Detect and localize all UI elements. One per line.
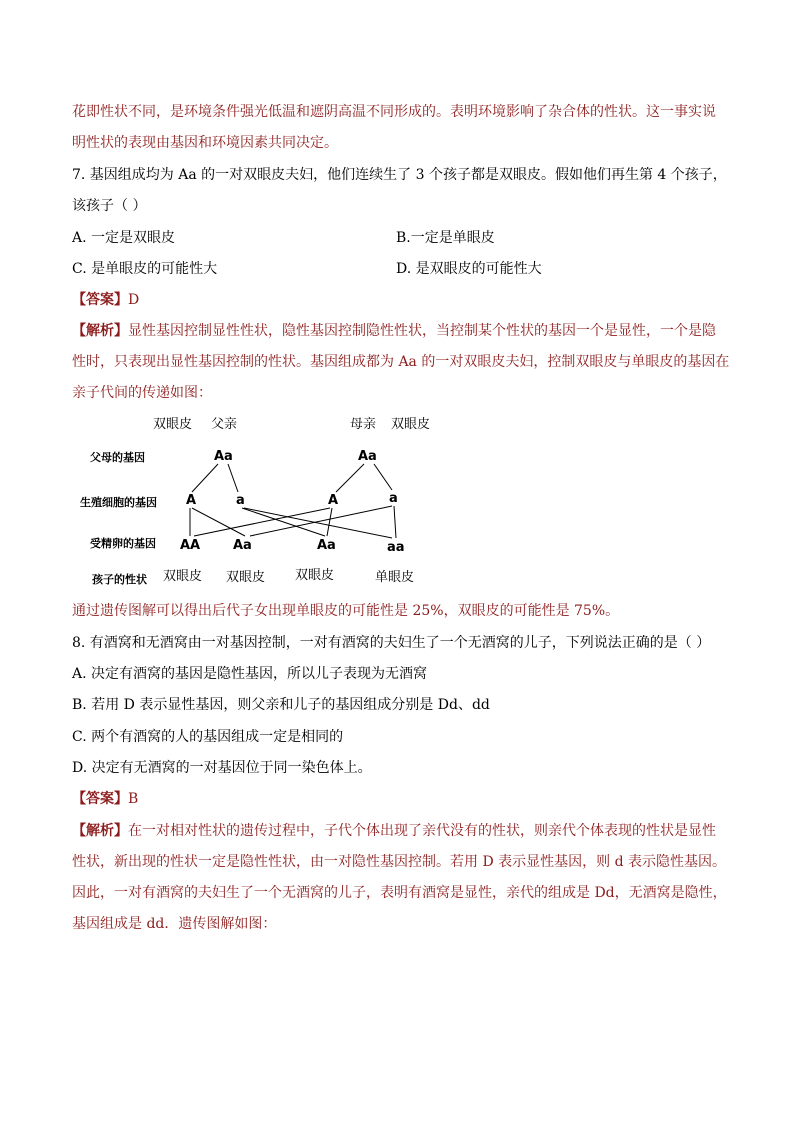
inheritance-diagram — [80, 408, 440, 588]
q7-analysis-line-2: 性时，只表现出显性基因控制的性状。基因组成都为 Aa 的一对双眼皮夫妇，控制双眼皮与单眼皮的基因在 — [72, 354, 730, 370]
answer-value: B — [128, 791, 139, 807]
row-label-parent-genes: 父母的基因 — [90, 451, 145, 464]
zygote-3: Aa — [317, 538, 336, 553]
child-trait-2: 双眼皮 — [226, 570, 266, 585]
father-label: 父亲 — [211, 417, 238, 432]
q8-option-d: D. 决定有无酒窝的一对基因位于同一染色体上。 — [72, 760, 372, 776]
mother-gamete-a: a — [389, 491, 398, 506]
q7-analysis-line-3: 亲子代间的传递如图： — [72, 385, 212, 401]
q8-option-b: B. 若用 D 表示显性基因，则父亲和儿子的基因组成分别是 Dd、dd — [72, 697, 490, 713]
line-ma-Aa — [250, 506, 392, 536]
arrow-mother-to-A — [336, 464, 364, 492]
analysis-text: 在一对相对性状的遗传过程中，子代个体出现了亲代没有的性状，则亲代个体表现的性状是显性 — [128, 823, 716, 839]
arrow-father-to-a — [228, 464, 238, 492]
line-ma-aa — [394, 506, 396, 538]
mother-gamete-A: A — [328, 493, 339, 508]
zygote-2: Aa — [233, 538, 252, 553]
child-trait-3: 双眼皮 — [295, 568, 335, 583]
q7-analysis-line-1 — [72, 321, 732, 341]
zygote-4: aa — [387, 540, 405, 555]
q8-stem: 8. 有酒窝和无酒窝由一对基因控制，一对有酒窝的夫妇生了一个无酒窝的儿子，下列说法正确的是（ ） — [72, 635, 711, 651]
mother-trait-label: 双眼皮 — [391, 417, 431, 432]
analysis-tag: 【解析】 — [72, 823, 128, 839]
father-gamete-a: a — [236, 493, 245, 508]
q7-answer — [72, 290, 732, 310]
q7-option-a: A. 一定是双眼皮 — [72, 230, 176, 246]
q7-conclusion: 通过遗传图解可以得出后代子女出现单眼皮的可能性是 25%，双眼皮的可能性是 75%。 — [72, 603, 620, 619]
q8-option-c: C. 两个有酒窝的人的基因组成一定是相同的 — [72, 729, 344, 745]
row-label-child-traits: 孩子的性状 — [92, 573, 147, 586]
intro-line-1: 花即性状不同，是环境条件强光低温和遮阴高温不同形成的。表明环境影响了杂合体的性状。这一事实说 — [72, 104, 716, 120]
row-label-gamete-genes: 生殖细胞的基因 — [80, 496, 157, 509]
mother-genotype: Aa — [358, 449, 377, 464]
q7-option-d: D. 是双眼皮的可能性大 — [396, 261, 542, 277]
child-trait-1: 双眼皮 — [163, 569, 203, 584]
row-label-zygote-genes: 受精卵的基因 — [90, 537, 156, 550]
zygote-1: AA — [180, 538, 201, 553]
q7-option-b: B.一定是单眼皮 — [396, 230, 495, 246]
q8-analysis-line-4: 基因组成是 dd．遗传图解如图： — [72, 916, 277, 932]
analysis-text: 显性基因控制显性性状，隐性基因控制隐性性状，当控制某个性状的基因一个是显性，一个是隐 — [128, 323, 716, 339]
father-gamete-A: A — [186, 493, 197, 508]
q8-analysis-line-1 — [72, 821, 732, 841]
arrow-mother-to-a — [374, 464, 392, 490]
father-trait-label: 双眼皮 — [153, 417, 193, 432]
line-mA-Aa — [327, 508, 332, 536]
q7-option-c: C. 是单眼皮的可能性大 — [72, 261, 218, 277]
answer-value: D — [128, 292, 140, 308]
q7-stem-line-1: 7. 基因组成均为 Aa 的一对双眼皮夫妇，他们连续生了 3 个孩子都是双眼皮。假如他们再生第 4 个孩子， — [72, 167, 727, 183]
line-fA-Aa — [192, 508, 245, 536]
answer-tag: 【答案】 — [72, 292, 128, 308]
father-genotype: Aa — [214, 449, 233, 464]
q8-answer — [72, 789, 732, 809]
q8-analysis-line-2: 性状，新出现的性状一定是隐性性状，由一对隐性基因控制。若用 D 表示显性基因，则 d 表示隐性基因。 — [72, 854, 726, 870]
analysis-tag: 【解析】 — [72, 323, 128, 339]
q8-analysis-line-3: 因此，一对有酒窝的夫妇生了一个无酒窝的儿子，表明有酒窝是显性，亲代的组成是 Dd，无酒窝是隐性， — [72, 885, 727, 901]
answer-tag: 【答案】 — [72, 791, 128, 807]
child-trait-4: 单眼皮 — [375, 570, 415, 585]
mother-label: 母亲 — [350, 417, 377, 432]
line-mA-AA — [194, 508, 330, 536]
q8-option-a: A. 决定有酒窝的基因是隐性基因，所以儿子表现为无酒窝 — [72, 666, 428, 682]
q7-stem-line-2: 该孩子（ ） — [72, 198, 147, 214]
intro-line-2: 明性状的表现由基因和环境因素共同决定。 — [72, 135, 338, 151]
arrow-father-to-A — [192, 464, 218, 492]
